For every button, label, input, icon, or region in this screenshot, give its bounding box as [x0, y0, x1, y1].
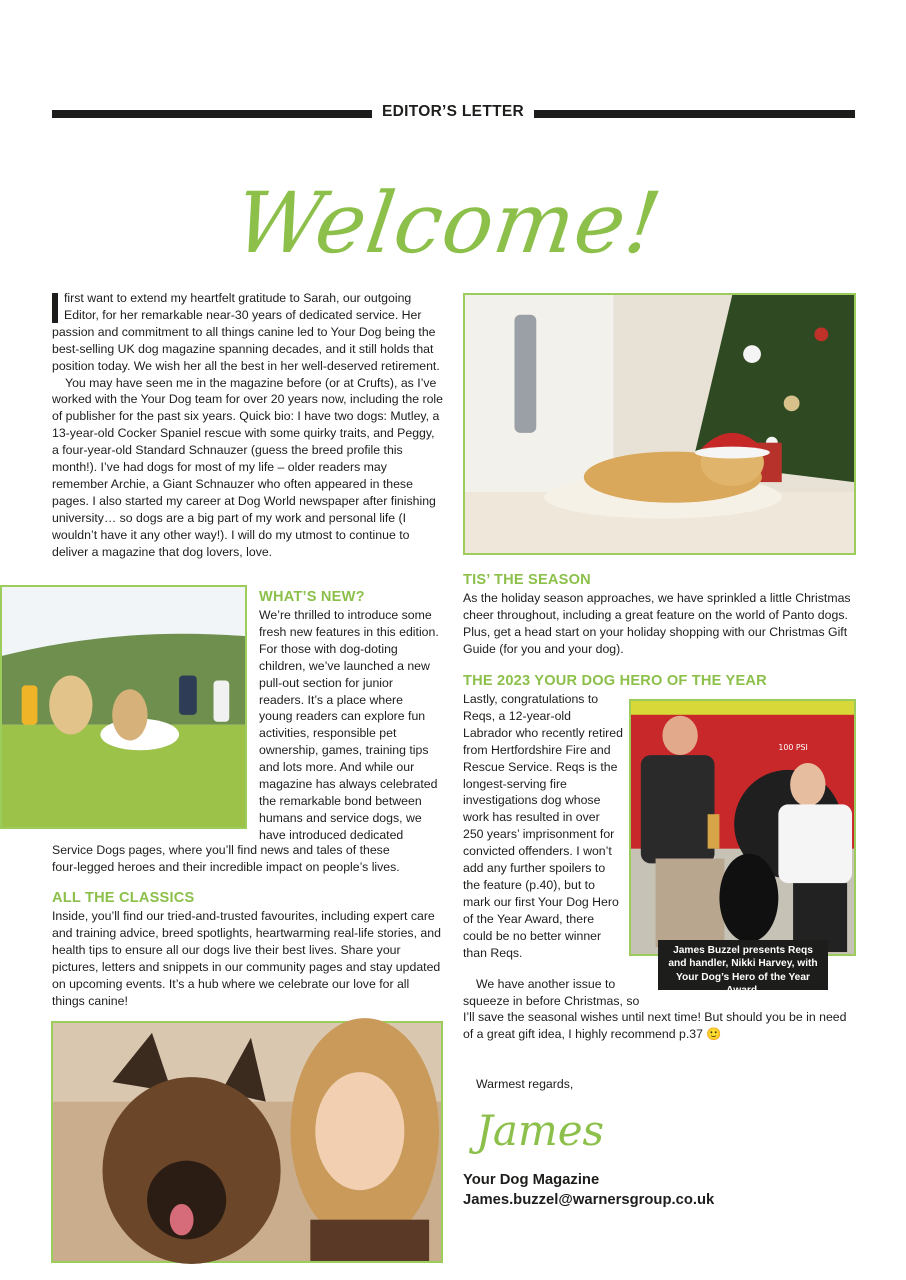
- hero-heading: THE 2023 YOUR DOG HERO OF THE YEAR: [463, 673, 767, 689]
- park-dogs-photo: [0, 585, 247, 829]
- welcome-title-text: Welcome!: [229, 174, 668, 272]
- intro-paragraph-2: You may have seen me in the magazine before (or at Crufts), as I’ve worked with the Your Dog team for over 20 years now, including the role of publisher for the past six years. Quick bio: I have two dogs: Mutley, a 13-year-old Cocker Spaniel rescue with some quirky traits, and Peggy, a four-year-old Standard Schnauzer (guess the breed profile this month!). I’ve had dogs for most of my life – older readers may remember Archie, a Giant Schnauzer who often appeared in these pages. I also started my career at Dog World newspaper after finishing university… so dogs are a big part of my work and personal life (I wouldn’t have it any other way!). I will do my utmost to continue to deliver a magazine that dog lovers, love.: [52, 375, 443, 559]
- header-rule-left: [52, 110, 372, 118]
- whats-new-text-wide: Service Dogs pages, where you’ll find news and tales of these four-legged heroes and their incredible impact on people’s lives.: [52, 843, 400, 874]
- closing-text-b: I’ll save the seasonal wishes until next time! But should you be in need of a great gift idea, I highly recommend p.37 🙂: [463, 1010, 847, 1041]
- signature: [470, 1093, 605, 1165]
- editor-email[interactable]: James.buzzel@warnersgroup.co.uk: [463, 1192, 715, 1208]
- drop-cap: [52, 293, 58, 323]
- season-text: As the holiday season approaches, we have sprinkled a little Christmas cheer throughout, including a great feature on the world of Panto dogs. Plus, get a head start on your holiday shopping with our Christmas Gift Guide (for you and your dog).: [463, 591, 851, 656]
- girl-and-dog-photo: [51, 1021, 443, 1263]
- classics-text: Inside, you’ll find our tried-and-trusted favourites, including expert care and training advice, breed spotlights, heartwarming real-life stories, and health tips to ensure all our dogs live their best lives. Share your pictures, letters and snippets in our community pages and stay updated on upcoming events. It’s a hub where we celebrate our love for all things canine!: [52, 909, 441, 1008]
- photo-caption: James Buzzel presents Reqs and handler, Nikki Harvey, with Your Dog’s Hero of the Year Award.: [658, 940, 828, 990]
- engine-label: 100 PSI: [778, 743, 808, 753]
- classics-heading: ALL THE CLASSICS: [52, 890, 195, 906]
- magazine-name: Your Dog Magazine: [463, 1172, 600, 1188]
- christmas-dog-photo: [463, 293, 856, 555]
- hero-text: Lastly, congratulations to Reqs, a 12-year-old Labrador who recently retired from Hertfordshire Fire and Rescue Service. Reqs is the longest-serving fire investigations dog whose work has resulted in over 250 years’ imprisonment for convicted offenders. I won’t add any further spoilers to the feature (p.40), but to mark our first Your Dog Hero of the Year Award, there could be no better winner than Reqs.: [463, 692, 623, 960]
- intro-paragraph-1: first want to extend my heartfelt gratitude to Sarah, our outgoing Editor, for her remarkable near-30 years of dedicated service. Her passion and commitment to all things canine led to Your Dog being the best-selling UK dog magazine spanning decades, and it still holds that position today. We wish her all the best in her well-deserved retirement.: [52, 291, 440, 373]
- whats-new-heading: WHAT’S NEW?: [259, 589, 365, 605]
- signature-text: James: [476, 1106, 605, 1155]
- regards-text: Warmest regards,: [476, 1077, 574, 1091]
- header-rule-right: [534, 110, 855, 118]
- season-heading: TIS’ THE SEASON: [463, 572, 591, 588]
- intro-text: [52, 290, 444, 561]
- section-label: EDITOR’S LETTER: [381, 103, 524, 120]
- welcome-title: [229, 140, 668, 280]
- closing-text-a: We have another issue to squeeze in before Christmas, so: [463, 977, 640, 1008]
- hero-award-photo: [629, 699, 856, 956]
- whats-new-text-narrow: We’re thrilled to introduce some fresh new features in this edition. For those with dog-doting children, we’ve launched a new pull-out section for junior readers. It’s a place where young readers can explore fun activities, responsible pet ownership, games, training tips and lots more. And while our magazine has always celebrated the remarkable bond between humans and service dogs, we have introduced dedicated: [259, 608, 439, 842]
